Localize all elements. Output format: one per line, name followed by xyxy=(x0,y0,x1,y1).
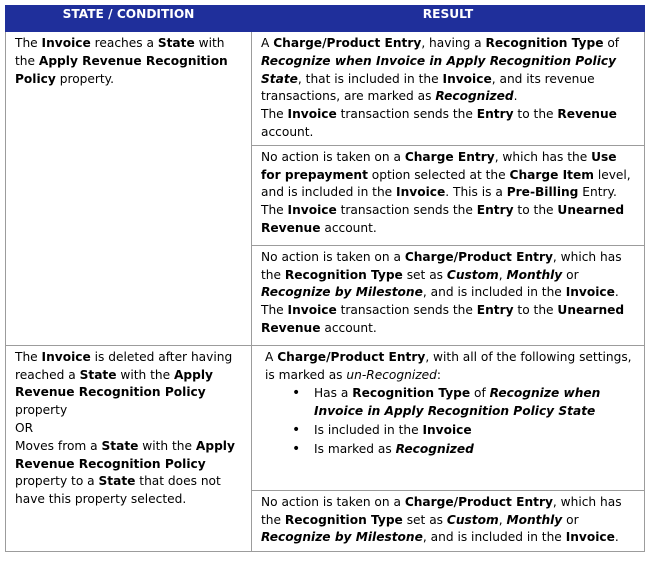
condition-cell xyxy=(6,345,252,551)
result-cell xyxy=(252,490,645,551)
condition-text: The Invoice is deleted after having reached a State with the Apply Revenue Recognition Policy property OR Moves from a State with the Apply Revenue Recognition Policy property to a State that does not have this property selected. xyxy=(15,349,235,507)
list-item: • Has a Recognition Type of Recognize when Invoice in Apply Recognition Policy State xyxy=(314,385,638,421)
result-paragraph: The Invoice transaction sends the Entry to the Unearned Revenue account. xyxy=(261,303,625,335)
list-item: • Is marked as Recognized xyxy=(314,441,638,459)
result-paragraph: No action is taken on a Charge Entry, which has the Use for prepayment option selected at the Charge Item level, and is included in the Invoice. This is a Pre-Billing Entry. xyxy=(261,149,631,200)
result-cell xyxy=(252,145,645,245)
header-state-condition: STATE / CONDITION xyxy=(6,6,252,32)
result-paragraph: A Charge/Product Entry, with all of the following settings, is marked as un-Recognized: xyxy=(265,349,632,382)
result-paragraph: A Charge/Product Entry, having a Recognition Type of Recognize when Invoice in Apply Recognition Policy State, that is included in the Invoice, and its revenue transactions, are marked as Recognized. xyxy=(261,36,620,104)
result-cell xyxy=(252,345,645,490)
condition-text: The Invoice reaches a State with the Apply Revenue Recognition Policy property. xyxy=(15,36,228,86)
table-row xyxy=(6,32,645,146)
state-result-table xyxy=(5,5,645,552)
table-row xyxy=(6,345,645,490)
result-cell xyxy=(252,245,645,345)
settings-list xyxy=(261,385,638,458)
header-result: RESULT xyxy=(252,6,645,32)
result-paragraph: No action is taken on a Charge/Product Entry, which has the Recognition Type set as Custom, Monthly or Recognize by Milestone, and is included in the Invoice. xyxy=(261,249,622,300)
result-paragraph: The Invoice transaction sends the Entry to the Revenue account. xyxy=(261,107,617,139)
condition-cell xyxy=(6,32,252,346)
table-header-row xyxy=(6,6,645,32)
result-cell xyxy=(252,32,645,146)
result-paragraph: The Invoice transaction sends the Entry to the Unearned Revenue account. xyxy=(261,203,625,235)
result-paragraph: No action is taken on a Charge/Product Entry, which has the Recognition Type set as Custom, Monthly or Recognize by Milestone, and is included in the Invoice. xyxy=(261,494,622,545)
list-item: • Is included in the Invoice xyxy=(314,422,638,440)
